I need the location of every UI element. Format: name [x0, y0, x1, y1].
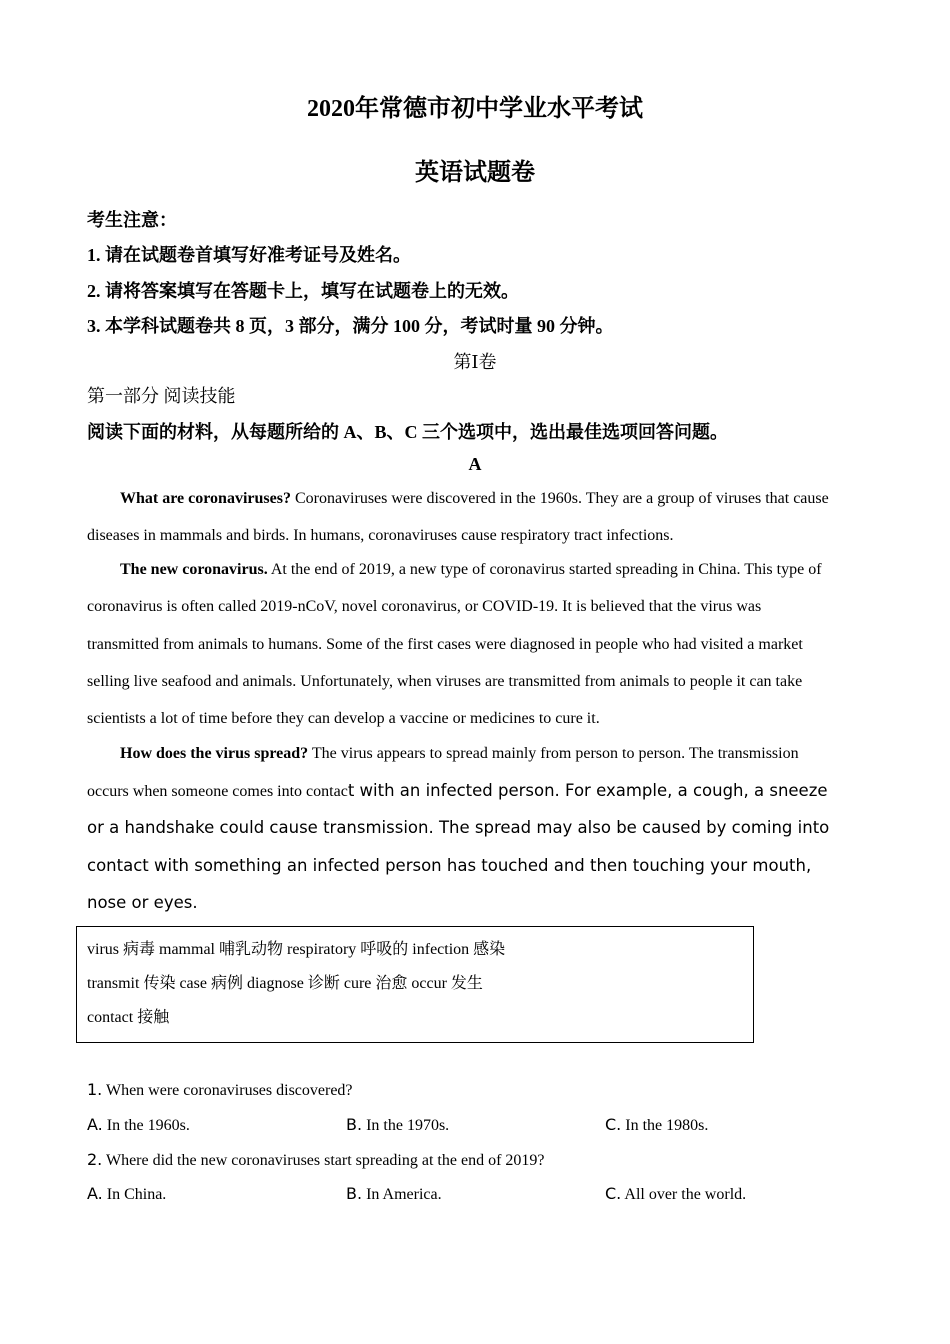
- passage-p3-heading: How does the virus spread?: [120, 745, 309, 762]
- passage-p2-line5: scientists a lot of time before they can develop a vaccine or medicines to cure it.: [87, 710, 600, 727]
- question-1: [87, 1080, 353, 1100]
- passage-p1-line1: [120, 490, 829, 508]
- passage-p3-line1: [120, 745, 799, 763]
- question-2-option-a[interactable]: [87, 1184, 166, 1204]
- vocab-line-1: virus 病毒 mammal 哺乳动物 respiratory 呼吸的 infection 感染: [87, 941, 506, 958]
- passage-p2-text: At the end of 2019, a new type of coronavirus started spreading in China. This type of: [267, 561, 822, 578]
- question-2-text: Where did the new coronaviruses start spreading at the end of 2019?: [102, 1152, 545, 1169]
- passage-p3-line3: or a handshake could cause transmission. The spread may also be caused by coming into: [87, 818, 830, 837]
- passage-p2-line4: selling live seafood and animals. Unfortunately, when viruses are transmitted from animals to people it can take: [87, 673, 803, 690]
- question-1-option-c[interactable]: [605, 1115, 708, 1135]
- notice-item-1: 1. 请在试题卷首填写好准考证号及姓名。: [87, 245, 411, 265]
- passage-p3-line2: [87, 781, 828, 801]
- option-letter: C.: [605, 1184, 622, 1203]
- passage-p3-text: The virus appears to spread mainly from person to person. The transmission: [308, 745, 799, 762]
- passage-p3-line2-serif: occurs when someone comes into contac: [87, 783, 348, 800]
- passage-label: A: [468, 454, 482, 474]
- option-letter: A.: [87, 1184, 103, 1203]
- option-text: In China.: [102, 1186, 167, 1203]
- passage-p3-line5: nose or eyes.: [87, 893, 198, 912]
- vocab-box: [76, 926, 754, 1043]
- part-title: 第一部分 阅读技能: [87, 386, 236, 406]
- page-title: 2020年常德市初中学业水平考试: [307, 96, 643, 122]
- vocab-line-2: transmit 传染 case 病例 diagnose 诊断 cure 治愈 occur 发生: [87, 975, 483, 992]
- option-letter: A.: [87, 1115, 103, 1134]
- passage-p1-line2: diseases in mammals and birds. In humans, coronaviruses cause respiratory tract infections.: [87, 527, 674, 544]
- notice-item-3: 3. 本学科试题卷共 8 页，3 部分，满分 100 分，考试时量 90 分钟。: [87, 316, 614, 336]
- question-1-number: 1.: [87, 1080, 103, 1099]
- passage-p2-line1: [120, 561, 822, 579]
- passage-p3-line2-sans: t with an infected person. For example, a cough, a sneeze: [347, 781, 828, 800]
- question-2: [87, 1150, 545, 1170]
- question-1-option-b[interactable]: [346, 1115, 449, 1135]
- passage-p2-line3: transmitted from animals to humans. Some of the first cases were diagnosed in people who had visited a market: [87, 636, 803, 653]
- question-1-option-a[interactable]: [87, 1115, 190, 1135]
- option-text: In the 1970s.: [362, 1117, 450, 1134]
- volume-label: 第Ⅰ卷: [453, 352, 497, 372]
- passage-p1-heading: What are coronaviruses?: [120, 490, 291, 507]
- option-text: In America.: [362, 1186, 442, 1203]
- passage-p3-line4: contact with something an infected person has touched and then touching your mouth,: [87, 856, 812, 875]
- passage-p1-text: Coronaviruses were discovered in the 1960s. They are a group of viruses that cause: [290, 490, 829, 507]
- question-2-option-b[interactable]: [346, 1184, 442, 1204]
- question-2-number: 2.: [87, 1150, 103, 1169]
- option-letter: B.: [346, 1115, 363, 1134]
- option-text: In the 1980s.: [621, 1117, 709, 1134]
- page-subtitle: 英语试题卷: [415, 160, 535, 186]
- part-instruction: 阅读下面的材料，从每题所给的 A、B、C 三个选项中，选出最佳选项回答问题。: [87, 422, 729, 442]
- passage-p2-heading: The new coronavirus.: [120, 561, 268, 578]
- passage-p2-line2: coronavirus is often called 2019-nCoV, novel coronavirus, or COVID-19. It is believed that the virus was: [87, 598, 762, 615]
- notice-heading: 考生注意：: [87, 210, 177, 230]
- option-text: In the 1960s.: [102, 1117, 190, 1134]
- option-text: All over the world.: [621, 1186, 747, 1203]
- question-1-text: When were coronaviruses discovered?: [102, 1082, 353, 1099]
- vocab-line-3: contact 接触: [87, 1009, 170, 1026]
- option-letter: B.: [346, 1184, 363, 1203]
- option-letter: C.: [605, 1115, 622, 1134]
- question-2-option-c[interactable]: [605, 1184, 746, 1204]
- notice-item-2: 2. 请将答案填写在答题卡上，填写在试题卷上的无效。: [87, 281, 519, 301]
